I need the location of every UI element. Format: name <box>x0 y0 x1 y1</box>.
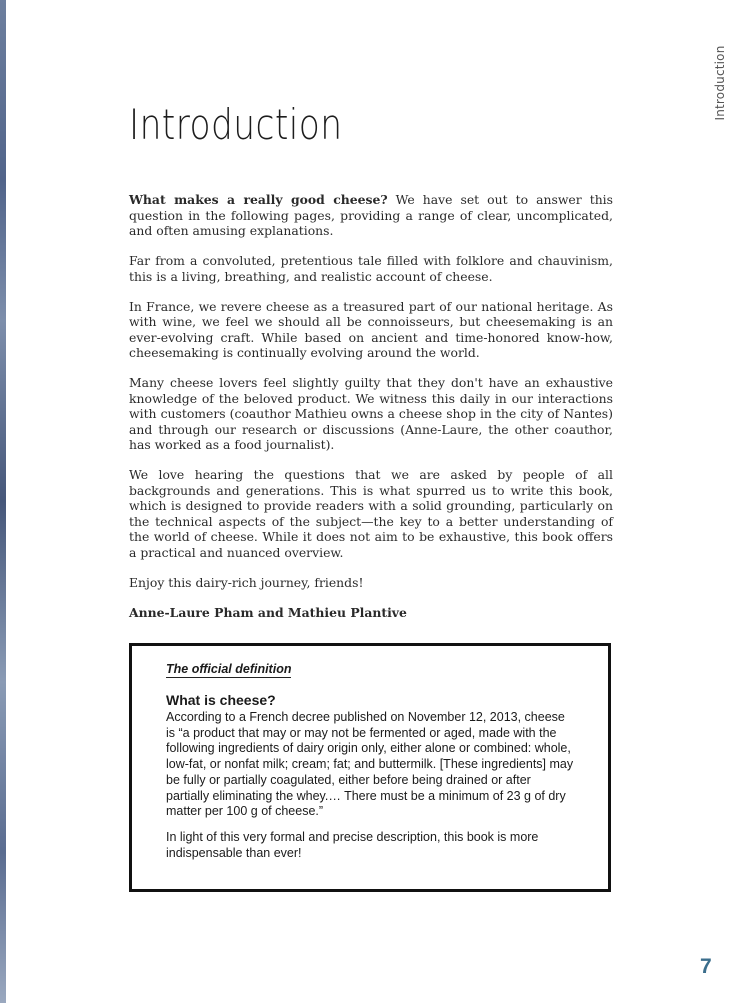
definition-note: In light of this very formal and precise description, this book is more indispensable than ever! <box>166 830 539 860</box>
intro-paragraph: In France, we revere cheese as a treasured part of our national heritage. As with wine, we feel we should all be connoisseurs, but cheesemaking is an ever-evolving craft. While based on ancient and time-honored know-how, cheesemaking is continually evolving around the world. <box>129 298 613 360</box>
definition-body: According to a French decree published on November 12, 2013, cheese is “a product that may or may not be fermented or aged, made with the following ingredients of dairy origin only, either alone or combined: whole, low-fat, or nonfat milk; cream; fat; and buttermilk. [These ingredients] may be fully or partially coagulated, either before being drained or after partially eliminating the whey.… There must be a minimum of 23 g of dry matter per 100 g of cheese.” <box>166 710 574 819</box>
intro-paragraph: Far from a convoluted, pretentious tale filled with folklore and chauvinism, this is a living, breathing, and realistic account of cheese. <box>129 253 613 284</box>
page-edge-strip <box>0 0 6 1003</box>
definition-label: The official definition <box>166 662 292 676</box>
intro-body <box>129 192 613 635</box>
definition-heading: What is cheese? <box>166 692 276 708</box>
intro-paragraph: We love hearing the questions that we are asked by people of all backgrounds and generations. This is what spurred us to write this book, which is designed to provide readers with a solid grounding, particularly on the technical aspects of the subject—the key to a better understanding of the world of cheese. While it does not aim to be exhaustive, this book offers a practical and nuanced overview. <box>129 467 613 560</box>
lead-question: What makes a really good cheese? <box>129 192 388 207</box>
intro-paragraph-rest: We have set out to answer this question in the following pages, providing a range of clear, uncomplicated, and often amusing explanations. <box>129 192 613 238</box>
running-header-text: Introduction <box>713 45 727 121</box>
intro-paragraph: Enjoy this dairy-rich journey, friends! <box>129 574 364 590</box>
intro-paragraph: Many cheese lovers feel slightly guilty that they don't have an exhaustive knowledge of the beloved product. We witness this daily in our interactions with customers (coauthor Mathieu owns a cheese shop in the city of Nantes) and through our research or discussions (Anne-Laure, the other coauthor, has worked as a food journalist). <box>129 375 613 452</box>
intro-paragraph <box>129 192 613 239</box>
page-title: Introduction <box>129 100 343 149</box>
running-header <box>713 45 727 121</box>
author-signature: Anne-Laure Pham and Mathieu Plantive <box>129 604 407 620</box>
definition-box <box>129 643 611 892</box>
page-number: 7 <box>700 955 712 978</box>
